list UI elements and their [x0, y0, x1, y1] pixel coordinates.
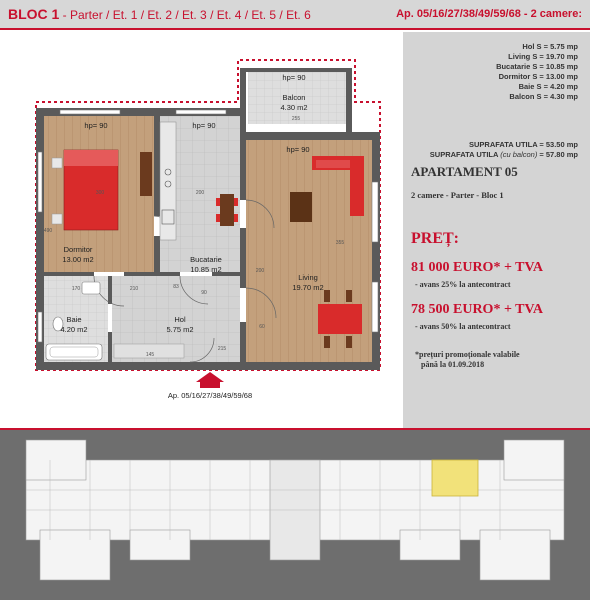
usable-line: SUPRAFATA UTILA = 53.50 mp: [469, 140, 578, 149]
floor-plan: [0, 32, 403, 428]
living-hp: hp= 90: [286, 145, 310, 154]
area-item: [496, 52, 578, 62]
balcon-name: Balcon: [282, 93, 306, 102]
promo-line-1: *prețuri promoționale valabile: [415, 350, 520, 359]
dim-label: 200: [195, 190, 205, 196]
dim-label: 215: [217, 346, 227, 352]
dim-label: 210: [129, 286, 139, 292]
area-name: Bucatarie: [496, 62, 531, 71]
area-value: S = 4.30 mp: [536, 92, 578, 101]
promo-note: [415, 350, 520, 370]
dormitor-name: Dormitor: [63, 245, 93, 254]
area-item: [496, 72, 578, 82]
area-value: S = 19.70 mp: [532, 52, 578, 61]
baie-area: 4.20 m2: [60, 325, 88, 334]
dim-label: 200: [255, 268, 265, 274]
area-item: [496, 42, 578, 52]
kitchen-counter: [160, 122, 176, 240]
dim-label: 83: [173, 284, 179, 290]
area-item: [496, 92, 578, 102]
area-value: S = 10.85 mp: [532, 62, 578, 71]
area-item: [496, 82, 578, 92]
price-option-1: 81 000 EURO* + TVA: [411, 260, 543, 275]
dim-label: 60: [259, 324, 265, 330]
area-list: [496, 42, 578, 102]
area-value: S = 5.75 mp: [536, 42, 578, 51]
bucatarie-name: Bucatarie: [190, 255, 222, 264]
entrance-label: Ap. 05/16/27/38/49/59/68: [167, 391, 253, 400]
coffee-table: [290, 192, 312, 222]
usable-area: [430, 140, 578, 160]
dormitor-hp: hp= 90: [84, 121, 108, 130]
area-value: S = 4.20 mp: [536, 82, 578, 91]
balcon-hp: hp= 90: [282, 73, 306, 82]
balcon-area: 4.30 m2: [280, 103, 308, 112]
price-option-1-note: - avans 25% la antecontract: [415, 280, 511, 289]
promo-line-2: până la 01.09.2018: [421, 360, 485, 369]
dim-label: 90: [201, 290, 207, 296]
hol-name: Hol: [174, 315, 186, 324]
living-area: 19.70 m2: [292, 283, 324, 292]
apartment-title: APARTAMENT 05: [411, 164, 518, 179]
header-bar: [0, 0, 590, 30]
sink: [82, 282, 100, 294]
floors-label: - Parter / Et. 1 / Et. 2 / Et. 3 / Et. 4 / Et. 5 / Et. 6: [59, 8, 311, 22]
building-outline: [0, 430, 590, 600]
floor-plan-drawing: [0, 32, 403, 428]
apartment-highlight: [432, 460, 478, 496]
dim-label: 355: [335, 240, 345, 246]
dim-label: 255: [291, 116, 301, 122]
dim-label: 490: [43, 228, 53, 234]
price-label: PREȚ:: [411, 230, 459, 247]
apartment-subtitle: 2 camere - Parter - Bloc 1: [411, 190, 504, 200]
area-value: S = 13.00 mp: [532, 72, 578, 81]
price-option-2: 78 500 EURO* + TVA: [411, 302, 543, 317]
area-name: Living: [508, 52, 531, 61]
apartments-label: Ap. 05/16/27/38/49/59/68 - 2 camere:: [396, 8, 582, 20]
building-site-plan: [0, 430, 590, 600]
dim-label: 145: [145, 352, 155, 358]
living-name: Living: [298, 273, 318, 282]
usable-line-balcony: SUPRAFATA UTILA (cu balcon) = 57.80 mp: [429, 150, 578, 159]
wardrobe: [140, 152, 152, 196]
info-panel: [403, 32, 590, 428]
page-title: [8, 6, 311, 22]
dim-label: 300: [95, 190, 105, 196]
bathtub: [46, 344, 102, 360]
price-option-2-note: - avans 50% la antecontract: [415, 322, 511, 331]
area-name: Baie: [518, 82, 535, 91]
dormitor-area: 13.00 m2: [62, 255, 94, 264]
hol-area: 5.75 m2: [166, 325, 194, 334]
area-name: Hol: [522, 42, 535, 51]
baie-name: Baie: [66, 315, 82, 324]
bucatarie-hp: hp= 90: [192, 121, 216, 130]
area-item: [496, 62, 578, 72]
bucatarie-area: 10.85 m2: [190, 265, 222, 274]
dim-label: 170: [71, 286, 81, 292]
area-name: Balcon: [509, 92, 535, 101]
bloc-label: BLOC 1: [8, 6, 60, 22]
entrance-marker: [196, 372, 224, 388]
area-name: Dormitor: [498, 72, 531, 81]
